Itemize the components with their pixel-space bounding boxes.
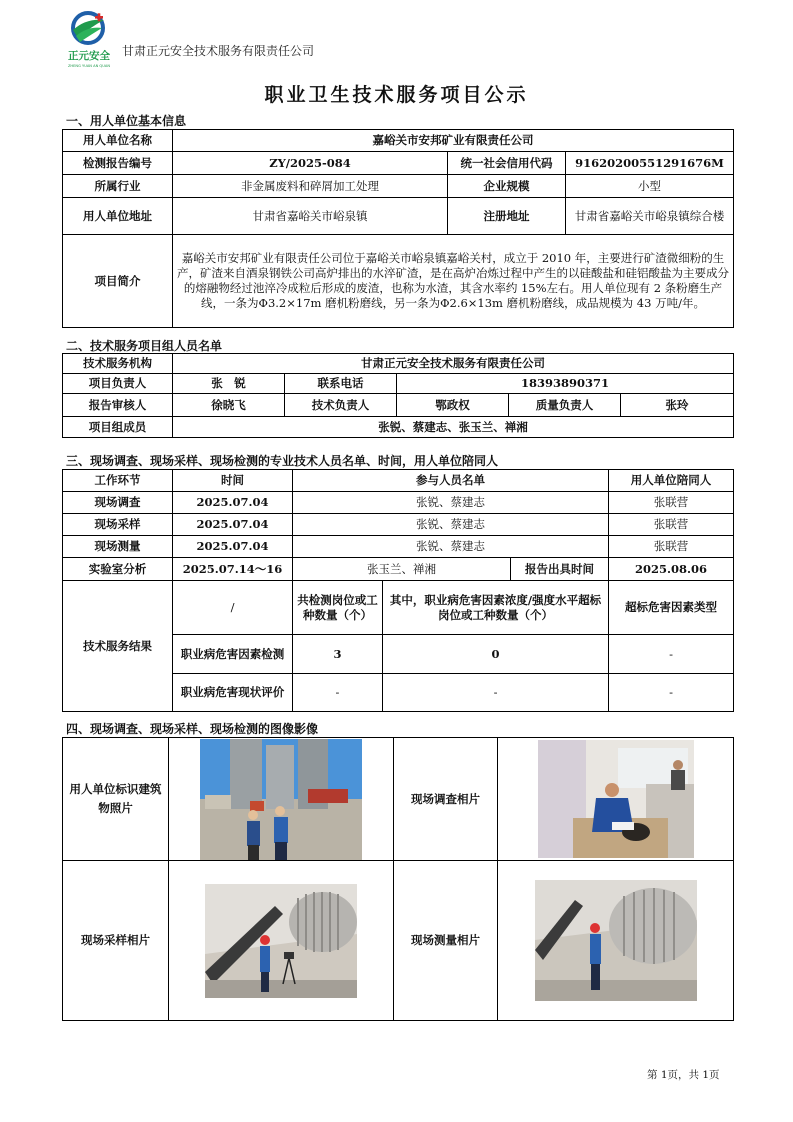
detection-label: 职业病危害因素检测 [173, 635, 293, 674]
section-3-heading: 三、现场调查、现场采样、现场检测的专业技术人员名单、时间，用人单位陪同人 [66, 454, 499, 468]
phone-label: 联系电话 [285, 374, 397, 394]
row-companion: 张联营 [609, 514, 734, 536]
address-label: 用人单位地址 [63, 198, 173, 235]
section-4-heading: 四、现场调查、现场采样、现场检测的图像影像 [66, 722, 319, 736]
fieldwork-table [62, 469, 734, 712]
page-title: 职业卫生技术服务项目公示 [264, 84, 529, 106]
detection-type: - [609, 635, 734, 674]
leader-label: 项目负责人 [63, 374, 173, 394]
row-time: 2025.07.04 [173, 514, 293, 536]
survey-photo [538, 740, 694, 858]
report-no-label: 检测报告编号 [63, 152, 173, 175]
reviewer-label: 报告审核人 [63, 394, 173, 417]
row-time: 2025.07.04 [173, 492, 293, 514]
unit-info-table [62, 129, 734, 328]
org-value: 甘肃正元安全技术服务有限责任公司 [173, 354, 734, 374]
issue-date: 2025.08.06 [609, 558, 734, 581]
result-label: 技术服务结果 [63, 581, 173, 712]
col-time-header: 时间 [173, 470, 293, 492]
survey-photo-cell [498, 738, 734, 861]
sampling-photo-cell [169, 861, 394, 1021]
phone-value: 18393890371 [397, 374, 734, 394]
quality-value: 张玲 [621, 394, 734, 417]
row-companion: 张联营 [609, 492, 734, 514]
scale-value: 小型 [566, 175, 734, 198]
measure-photo-cell [498, 861, 734, 1021]
row-people: 张锐、蔡建志 [293, 492, 609, 514]
table-row [63, 514, 734, 536]
evaluation-total: - [293, 674, 383, 712]
photo-table [62, 737, 734, 1021]
tech-label: 技术负责人 [285, 394, 397, 417]
evaluation-type: - [609, 674, 734, 712]
page-number: 第 1页，共 1页 [647, 1069, 720, 1081]
result-exceed-header: 其中，职业病危害因素浓度/强度水平超标岗位或工种数量（个） [383, 581, 609, 635]
row-people: 张锐、蔡建志 [293, 536, 609, 558]
leader-value: 张 锐 [173, 374, 285, 394]
lab-item: 实验室分析 [63, 558, 173, 581]
row-item: 现场测量 [63, 536, 173, 558]
building-photo-label: 用人单位标识建筑物照片 [63, 738, 169, 861]
evaluation-label: 职业病危害现状评价 [173, 674, 293, 712]
intro-text: 嘉峪关市安邦矿业有限责任公司位于嘉峪关市峪泉镇嘉峪关村，成立于 2010 年，主要进行矿渣微细粉的生产，矿渣来自酒泉钢铁公司高炉排出的水淬矿渣，是在高炉冶炼过程中产生的以硅酸盐和硅铝酸盐为主要成分的熔融物经过池淬冷成粒后形成的废渣，也称为水渣，其含水率约 15%左右。用人单位现有 2 条粉磨生产线，一条为Φ3.2×17m 磨机粉磨线，另一条为Φ2.6×13m 磨机粉磨线，成品规模为 43 万吨/年。 [173, 235, 734, 328]
page-header [62, 8, 742, 70]
section-2-heading: 二、技术服务项目组人员名单 [66, 339, 223, 353]
address-value: 甘肃省嘉峪关市峪泉镇 [173, 198, 448, 235]
result-total-header: 共检测岗位或工种数量（个） [293, 581, 383, 635]
row-companion: 张联营 [609, 536, 734, 558]
industry-value: 非金属废料和碎屑加工处理 [173, 175, 448, 198]
report-no-value: ZY/2025-084 [173, 152, 448, 175]
reg-address-value: 甘肃省嘉峪关市峪泉镇综合楼 [566, 198, 734, 235]
members-value: 张锐、蔡建志、张玉兰、禅湘 [173, 417, 734, 438]
row-item: 现场调查 [63, 492, 173, 514]
section-1-heading: 一、用人单位基本信息 [66, 114, 187, 128]
intro-label: 项目简介 [63, 235, 173, 328]
team-table [62, 353, 734, 438]
lab-time: 2025.07.14～16 [173, 558, 293, 581]
result-type-header: 超标危害因素类型 [609, 581, 734, 635]
company-logo-icon [62, 8, 120, 70]
row-time: 2025.07.04 [173, 536, 293, 558]
logo-subtext: ZHENG YUAN AN QUAN [67, 64, 111, 68]
col-companion-header: 用人单位陪同人 [609, 470, 734, 492]
detection-total: 3 [293, 635, 383, 674]
scale-label: 企业规模 [448, 175, 566, 198]
sampling-photo-label: 现场采样相片 [63, 861, 169, 1021]
org-label: 技术服务机构 [63, 354, 173, 374]
building-photo [200, 739, 362, 860]
reviewer-value: 徐晓飞 [173, 394, 285, 417]
evaluation-exceed: - [383, 674, 609, 712]
members-label: 项目组成员 [63, 417, 173, 438]
tech-value: 鄂政权 [397, 394, 509, 417]
table-row [63, 536, 734, 558]
quality-label: 质量负责人 [509, 394, 621, 417]
credit-code-label: 统一社会信用代码 [448, 152, 566, 175]
result-slash: / [173, 581, 293, 635]
col-item-header: 工作环节 [63, 470, 173, 492]
unit-name-value: 嘉峪关市安邦矿业有限责任公司 [173, 130, 734, 152]
sampling-photo [205, 884, 357, 998]
header-company-name: 甘肃正元安全技术服务有限责任公司 [122, 44, 315, 58]
reg-address-label: 注册地址 [448, 198, 566, 235]
row-item: 现场采样 [63, 514, 173, 536]
survey-photo-label: 现场调查相片 [394, 738, 498, 861]
issue-label: 报告出具时间 [511, 558, 609, 581]
detection-exceed: 0 [383, 635, 609, 674]
lab-people: 张玉兰、禅湘 [293, 558, 511, 581]
table-row [63, 492, 734, 514]
measure-photo-label: 现场测量相片 [394, 861, 498, 1021]
logo-text: 正元安全 [68, 50, 110, 62]
credit-code-value: 91620200551291676M [566, 152, 734, 175]
industry-label: 所属行业 [63, 175, 173, 198]
measure-photo [535, 880, 697, 1001]
row-people: 张锐、蔡建志 [293, 514, 609, 536]
building-photo-cell [169, 738, 394, 861]
col-people-header: 参与人员名单 [293, 470, 609, 492]
unit-name-label: 用人单位名称 [63, 130, 173, 152]
